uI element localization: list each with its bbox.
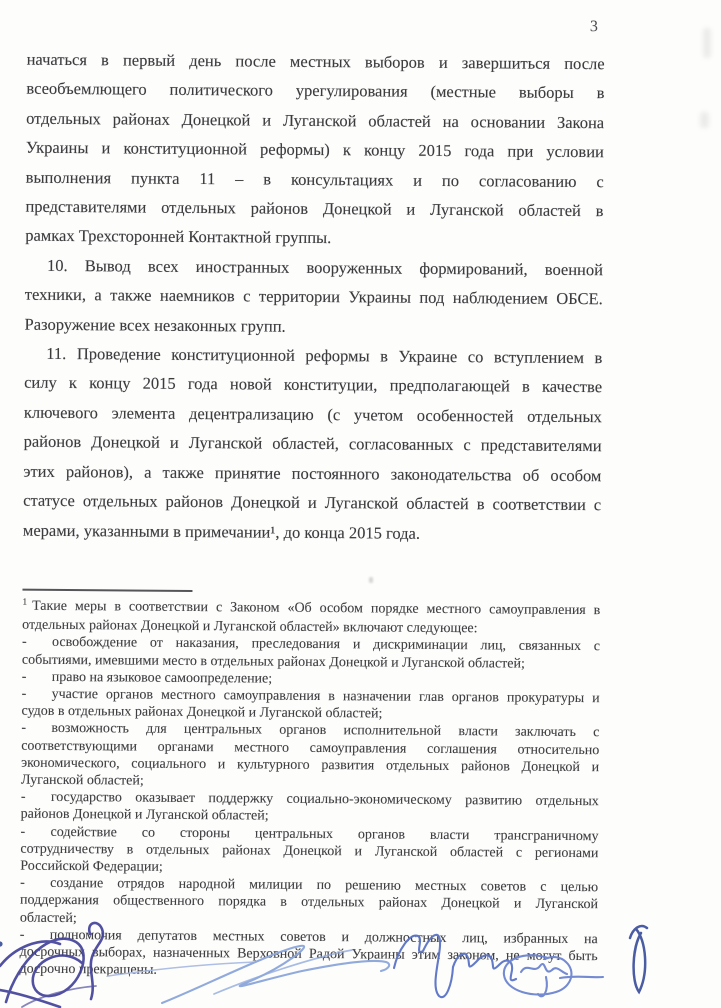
signature-1	[0, 923, 103, 1007]
signature-4	[504, 955, 603, 996]
list-dash: -	[21, 686, 27, 702]
scan-artifact	[700, 112, 709, 128]
paragraph	[25, 45, 605, 255]
list-dash: -	[19, 927, 25, 943]
signature-2	[108, 946, 389, 1003]
list-dash: -	[22, 634, 27, 651]
footnote-item-text: возможность для центральных органов исполнительной власти заключать с	[51, 721, 600, 741]
page-content	[19, 14, 605, 983]
text-line: 11. Проведение конституционной реформы в Украине со вступлением в	[46, 343, 603, 368]
footnote-line: отдельных районах Донецкой и Луганской областей» включают следующее:	[22, 617, 478, 637]
footnote-item-text: освобождение от наказания, преследования и дискриминации лиц, связанных с	[52, 635, 601, 655]
signature-5	[0, 926, 647, 992]
text-line: статусе отдельных районов Донецкой и Луганской областей в соответствии с	[23, 490, 602, 515]
footnote-item-text: государство оказывает поддержку социально-экономическому развитию отдельных	[50, 790, 599, 810]
scan-artifact	[703, 28, 711, 58]
signature-3	[394, 935, 516, 997]
footnote-marker: 1	[22, 597, 28, 608]
text-line: всеобъемлющего политического урегулирования (местные выборы в	[26, 79, 605, 103]
footnote-item-line: поддержания общественного порядка в отдельных районах Донецкой и Луганской	[19, 893, 599, 913]
footnote-item-line: судов в отдельных районах Донецкой и Луганской областей;	[21, 703, 383, 722]
text-line: Разоружение всех незаконных групп.	[24, 314, 286, 336]
footnote-item-text: создание отрядов народной милиции по решению местных советов с целью	[50, 876, 599, 896]
list-dash: -	[20, 789, 26, 805]
page-number: 3	[589, 18, 598, 36]
footnote-item-text: полномочия депутатов местных советов и должностных лиц, избранных на	[49, 927, 598, 947]
footnote-item-line: областей;	[19, 910, 77, 926]
text-line: районов Донецкой и Луганской областей, согласованных с представителями	[23, 431, 602, 456]
text-line: техники, а также наемников с территории Украины под наблюдением ОБСЕ.	[24, 284, 603, 309]
footnote-item-text: право на языковое самоопределение;	[51, 669, 273, 687]
text-line: силу к концу 2015 года новой конституции, предполагающей в качестве	[24, 373, 603, 397]
footnote-item-text: участие органов местного самоуправления в назначении глав органов прокуратуры и	[51, 686, 600, 707]
footnote-item-line: соответствующими органами местного самоуправления соглашения относительно	[21, 738, 600, 758]
text-line: мерами, указанными в примечании¹, до конца 2015 года.	[22, 520, 421, 543]
footnote-item-line: экономического, социального и культурного развития отдельных районов Донецкой и	[21, 755, 600, 775]
text-line: рамках Трехсторонней Контактной группы.	[25, 226, 332, 248]
list-dash: -	[20, 824, 26, 840]
footnote-item-text: содействие со стороны центральных органов власти трансграничному	[50, 824, 599, 844]
footnote-item-line: Луганской областей;	[20, 772, 144, 789]
text-line: ключевого элемента децентрализацию (с учетом особенностей отдельных	[23, 402, 602, 427]
footnote-text: Такие меры в соответствии с Законом «Об особом порядке местного самоуправления в	[32, 598, 601, 619]
text-line: Украины и конституционной реформы) к концу 2015 года при условии	[25, 137, 605, 162]
footnote-item-line: досрочных выборах, назначенных Верховной Радой Украины этим законом, не могут быть	[19, 944, 598, 965]
text-line: выполнения пункта 11 – в консультациях и по согласованию с	[25, 167, 604, 191]
text-line: начаться в первый день после местных выборов и завершиться после	[26, 49, 605, 74]
text-line: 10. Вывод всех иностранных вооруженных формирований, военной	[46, 255, 604, 280]
paragraph	[23, 339, 603, 549]
paragraph	[24, 251, 603, 344]
footnote-item-line: досрочно прекращены.	[19, 961, 158, 978]
list-dash: -	[20, 875, 25, 891]
signature-overlay	[0, 900, 721, 1008]
footnote-item-line: Российской Федерации;	[20, 858, 163, 875]
footnote-item-line: событиями, имевшими место в отдельных районах Донецкой и Луганской областей;	[21, 652, 525, 672]
footnote-item-line: сотрудничеству в отдельных районах Донецкой и Луганской областей с регионами	[20, 841, 599, 861]
text-line: этих районов), а также принятие постоянного законодательства об особом	[23, 461, 602, 485]
footnote-separator	[22, 589, 192, 592]
text-line: отдельных районах Донецкой и Луганской областей на основании Закона	[26, 108, 605, 133]
list-dash: -	[21, 720, 27, 737]
text-line: представителями отдельных районов Донецкой и Луганской областей в	[25, 196, 604, 221]
footnote-item-line: районов Донецкой и Луганской областей;	[20, 807, 269, 824]
body-text	[23, 45, 605, 549]
list-dash: -	[21, 669, 27, 685]
